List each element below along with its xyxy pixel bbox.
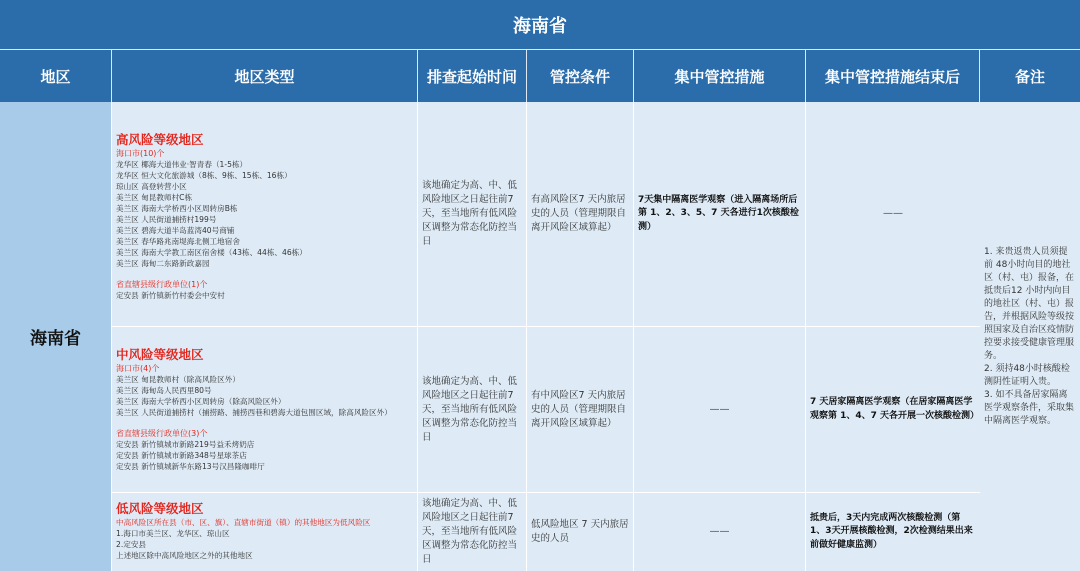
- measures-text: 7天集中隔离医学观察（进入隔离场所后第 1、2、3、5、7 天各进行1次核酸检测）: [638, 194, 799, 232]
- header-notes: 备注: [980, 50, 1080, 102]
- start-text: 该地确定为高、中、低风险地区之日起往前7天，至当地所有低风险区调整为常态化防控当日: [422, 180, 518, 247]
- after-text: 7 天居家隔离医学观察（在居家隔离医学观察第 1、4、7 天各开展一次核酸检测）: [810, 397, 980, 421]
- list-item: 美兰区 人民街道捕捞村（捕捞路、捕捞西巷和碧海大道包围区域，除高风险区外）: [116, 408, 392, 417]
- measures-text: ——: [709, 526, 730, 538]
- group-title: 海口市(10)个: [116, 149, 165, 158]
- notes-text: [980, 246, 1080, 428]
- start-cell-high: [418, 102, 527, 327]
- header-after-measures: 集中管控措施结束后: [806, 50, 980, 102]
- list-item: 美兰区 碧海大道半岛蓝湾40号商铺: [116, 226, 235, 235]
- after-cell-medium: [806, 327, 980, 493]
- list-item: 美兰区 海南大学桥西小区周转房B栋: [116, 204, 238, 213]
- after-cell-low: [806, 493, 980, 571]
- list-item: 龙华区 椰海大道伟业·智青春（1-5栋）: [116, 160, 248, 169]
- header-condition: 管控条件: [527, 50, 634, 102]
- list-item: 定安县 新竹镇城新华东路13号汉昌隆咖啡厅: [116, 462, 265, 471]
- list-item: 美兰区 春华路兆南堤海北侧工地宿舍: [116, 237, 240, 246]
- start-cell-medium: [418, 327, 527, 493]
- header-type: 地区类型: [112, 50, 418, 102]
- header-measures: 集中管控措施: [634, 50, 806, 102]
- header-row: [0, 50, 1080, 102]
- list-item: 美兰区 甸昆教师村（除高风险区外）: [116, 375, 240, 384]
- condition-text: 有高风险区7 天内旅居史的人员（管理期限自离开风险区域算起）: [531, 194, 627, 233]
- measures-text: ——: [709, 403, 730, 415]
- note-item: 1. 来贵返贵人员须提前 48小时向目的地社区（村、屯）报备，在抵贵后12 小时内向目的地社区（村、屯）报告，并根据风险等级按照国家及自治区疫情防控要求接受健康管理服务。: [984, 246, 1075, 361]
- table-title: 海南省: [0, 0, 1080, 50]
- start-text: 该地确定为高、中、低风险地区之日起往前7天，至当地所有低风险区调整为常态化防控当日: [422, 498, 518, 565]
- list-item: 2.定安县: [116, 540, 147, 549]
- note-item: 3. 如不具备居家隔离医学观察条件，采取集中隔离医学观察。: [984, 389, 1075, 426]
- condition-cell-high: [527, 102, 634, 327]
- condition-cell-low: [527, 493, 634, 571]
- after-text: ——: [883, 208, 903, 220]
- condition-text: 低风险地区 7 天内旅居史的人员: [531, 519, 629, 544]
- measures-cell-medium: [634, 327, 806, 493]
- group-title: 省直辖县级行政单位(3)个: [116, 429, 208, 438]
- start-cell-low: [418, 493, 527, 571]
- table-row-low-risk: [112, 493, 980, 571]
- group-title: 省直辖县级行政单位(1)个: [116, 280, 208, 289]
- list-item: 美兰区 海南大学桥西小区周转房（除高风险区外）: [116, 397, 286, 406]
- note-item: 2. 须持48小时核酸检测阴性证明入贵。: [984, 363, 1070, 387]
- condition-cell-medium: [527, 327, 634, 493]
- after-text: 抵贵后，3天内完成两次核酸检测（第 1、3天开展核酸检测，2次检测结果出来前做好健康监测）: [810, 512, 973, 550]
- group-title: 海口市(4)个: [116, 364, 160, 373]
- measures-cell-low: [634, 493, 806, 571]
- list-item: 定安县 新竹镇城市新路348号星球茶店: [116, 451, 247, 460]
- list-item: 龙华区 恒大文化旅游城（8栋、9栋、15栋、16栋）: [116, 171, 292, 180]
- type-cell-medium: [112, 327, 418, 493]
- list-item: 美兰区 甸昆教师村C栋: [116, 193, 193, 202]
- list-item: 定安县 新竹镇城市新路219号益禾烤奶店: [116, 440, 255, 449]
- risk-title-high: 高风险等级地区: [116, 132, 204, 147]
- list-item: 美兰区 海南大学教工南区宿舍楼（43栋、44栋、46栋）: [116, 248, 307, 257]
- risk-title-low: 低风险等级地区: [116, 501, 204, 516]
- condition-text: 有中风险区7 天内旅居史的人员（管理期限自离开风险区域算起）: [531, 389, 627, 429]
- list-item: 美兰区 海甸岛人民西里80号: [116, 386, 212, 395]
- table-body: [0, 102, 1080, 571]
- list-item: 美兰区 人民街道捕捞村199号: [116, 215, 217, 224]
- notes-cell: [980, 102, 1080, 571]
- type-cell-low: [112, 493, 418, 571]
- header-start-time: 排查起始时间: [418, 50, 527, 102]
- after-cell-high: [806, 102, 980, 327]
- list-item: 1.海口市美兰区、龙华区、琼山区: [116, 529, 230, 538]
- region-cell: 海南省: [0, 102, 112, 571]
- table-row-medium-risk: [112, 327, 980, 493]
- low-risk-rule: 中高风险区所在县（市、区、旗）、直辖市街道（镇）的其他地区为低风险区: [116, 518, 371, 527]
- list-item: 美兰区 海甸二东路新政嘉园: [116, 259, 210, 268]
- list-item: 琼山区 高登转营小区: [116, 182, 187, 191]
- type-cell-high: [112, 102, 418, 327]
- list-item: 上述地区除中高风险地区之外的其他地区: [116, 551, 253, 560]
- risk-title-medium: 中风险等级地区: [116, 347, 204, 362]
- header-region: 地区: [0, 50, 112, 102]
- table-row-high-risk: [112, 102, 980, 327]
- start-text: 该地确定为高、中、低风险地区之日起往前7天，至当地所有低风险区调整为常态化防控当日: [422, 375, 518, 443]
- list-item: 定安县 新竹镇新竹村委会中安村: [116, 291, 225, 300]
- measures-cell-high: [634, 102, 806, 327]
